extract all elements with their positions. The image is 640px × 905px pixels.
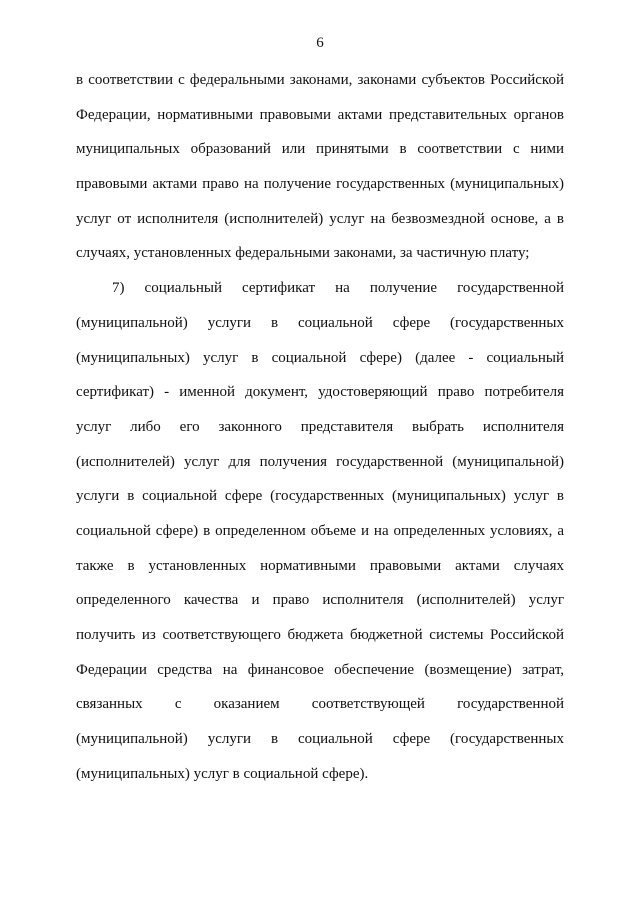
text-line: Федерации, нормативными правовыми актами представительных органов [76,106,564,123]
text-line: 7) социальный сертификат на получение государственной [112,280,564,297]
paragraph-1 [76,68,564,276]
text-line: также в установленных нормативными правовыми актами случаях [76,557,564,574]
text-line: социальной сфере) в определенном объеме и на определенных условиях, а [76,522,564,539]
text-line: связанных с оказанием соответствующей государственной [76,696,564,713]
text-line: (исполнителей) услуг для получения государственной (муниципальной) [76,453,564,470]
text-line: (муниципальных) услуг в социальной сфере) (далее - социальный [76,349,564,366]
page-number: 6 [316,35,324,51]
text-line: получить из соответствующего бюджета бюджетной системы Российской [76,627,564,643]
text-line: услуг от исполнителя (исполнителей) услуг на безвозмездной основе, а в [76,210,564,227]
text-line: в соответствии с федеральными законами, законами субъектов Российской [76,72,564,88]
document-body [76,68,564,796]
text-line: (муниципальных) услуг в социальной сфере). [76,765,369,782]
text-line: определенного качества и право исполнителя (исполнителей) услуг [76,592,564,609]
text-line: Федерации средства на финансовое обеспечение (возмещение) затрат, [76,661,564,678]
text-line: муниципальных образований или принятыми в соответствии с ними [76,141,564,158]
text-line: сертификат) - именной документ, удостоверяющий право потребителя [76,384,564,401]
text-line: услуг либо его законного представителя выбрать исполнителя [76,418,564,435]
text-line: услуги в социальной сфере (государственных (муниципальных) услуг в [76,488,564,505]
text-line: (муниципальной) услуги в социальной сфере (государственных [76,314,564,331]
text-line: случаях, установленных федеральными законами, за частичную плату; [76,245,530,262]
text-line: правовыми актами право на получение государственных (муниципальных) [76,176,564,193]
text-line: (муниципальной) услуги в социальной сфере (государственных [76,731,564,748]
paragraph-2 [76,276,564,796]
